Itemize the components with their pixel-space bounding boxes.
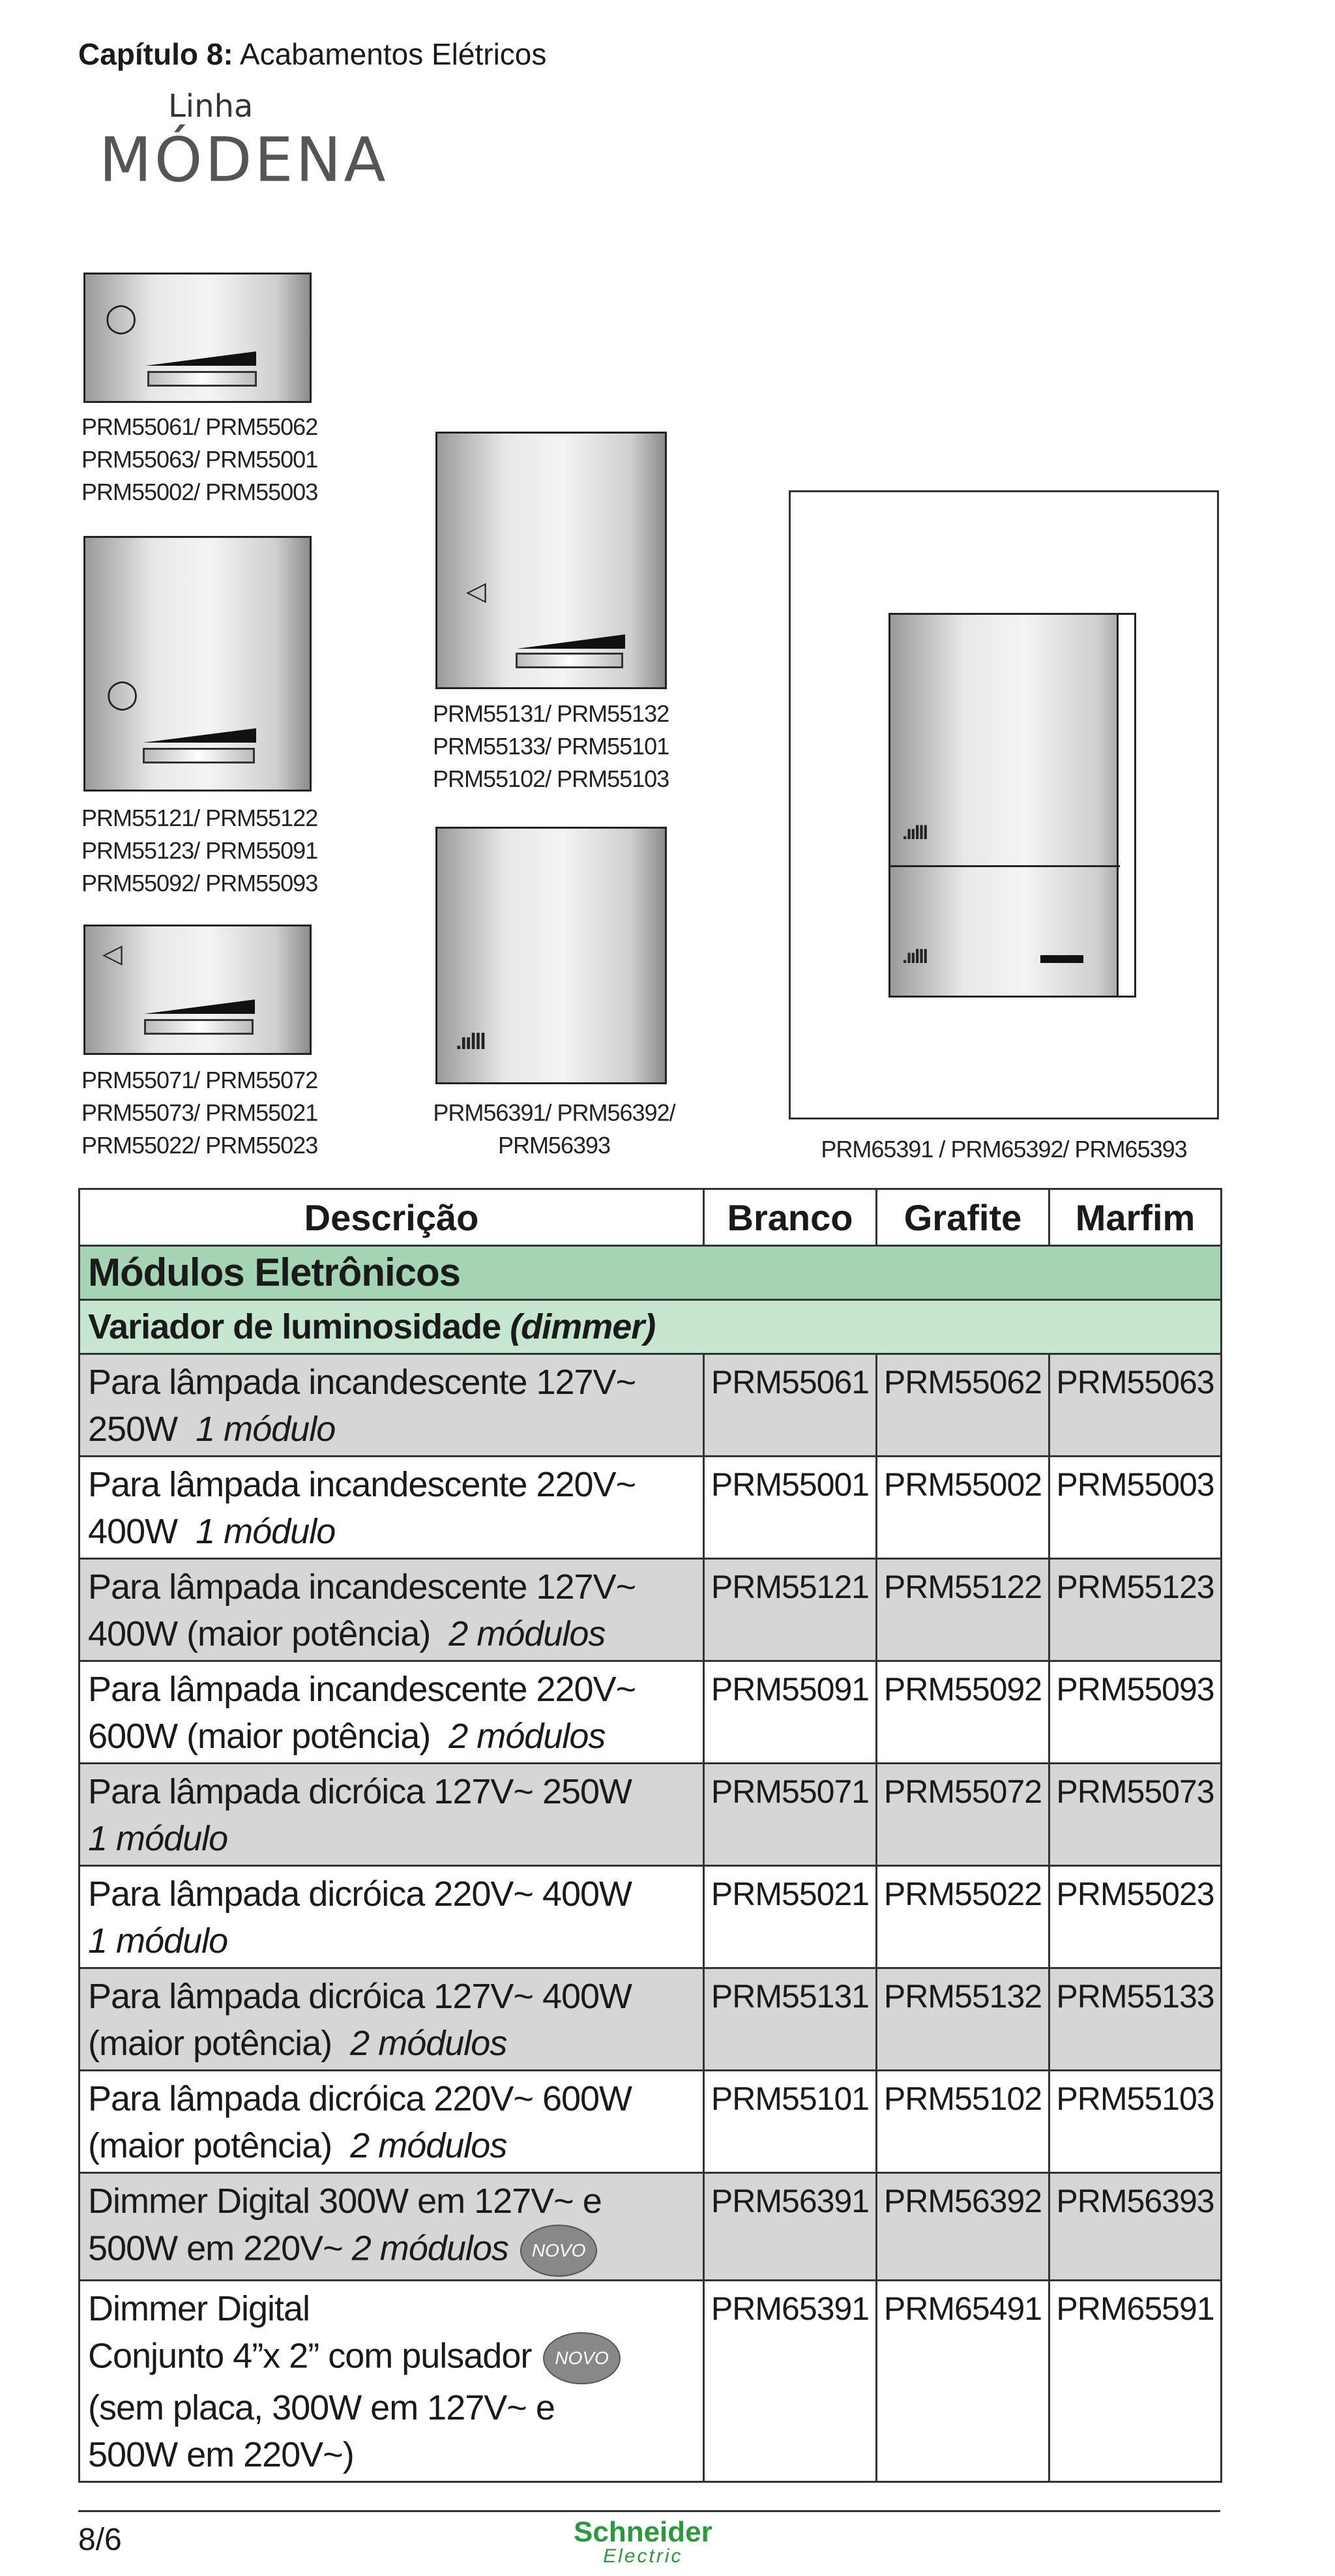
product-image-dimmer-1-module: [83, 273, 312, 403]
signal-level-icon: .ıılll: [902, 946, 928, 968]
desc-line2: 250W: [88, 1410, 178, 1449]
row-description: [80, 2071, 704, 2173]
product-image-frame-4x2-set: [789, 490, 1219, 1119]
code-branco: PRM55101: [704, 2071, 877, 2173]
product-image-digital-dimmer: [435, 827, 667, 1084]
desc-line2: 500W em 220V~: [88, 2228, 343, 2268]
level-ramp-icon: [143, 728, 256, 743]
logo-linha-text: Linha: [168, 88, 254, 125]
desc-line2: (maior potência): [88, 2126, 332, 2165]
row-description: [80, 2281, 704, 2482]
row-description: [80, 1968, 704, 2071]
dichroic-lamp-icon: ◁: [102, 940, 123, 968]
code-grafite: PRM55132: [877, 1968, 1049, 2071]
code-marfim: PRM55073: [1049, 1764, 1222, 1866]
header-branco: Branco: [704, 1189, 877, 1246]
novo-badge: NOVO: [520, 2225, 597, 2277]
code-grafite: PRM55102: [877, 2071, 1049, 2173]
table-row: [80, 1764, 1222, 1866]
page-number: 8/6: [78, 2523, 122, 2557]
code-branco: PRM65391: [704, 2281, 877, 2482]
footer-divider: [78, 2510, 1220, 2512]
product-caption-2: PRM55121/ PRM55122 PRM55123/ PRM55091 PRM55092/ PRM55093: [81, 805, 318, 896]
desc-line1: Para lâmpada incandescente 220V~: [88, 1465, 636, 1504]
desc-line2: 400W (maior potência): [88, 1614, 431, 1653]
code-branco: PRM55001: [704, 1457, 877, 1559]
logo-modena-text: MÓDENA: [99, 124, 389, 196]
table-row: [80, 1866, 1222, 1968]
desc-line1: Para lâmpada dicróica 220V~ 600W: [88, 2079, 632, 2118]
table-header-row: [80, 1189, 1222, 1246]
signal-level-icon: .ıılll: [456, 1029, 485, 1054]
slider-bar: [143, 748, 255, 763]
code-marfim: PRM55063: [1049, 1354, 1222, 1457]
schneider-electric-logo: [574, 2518, 712, 2566]
code-grafite: PRM55122: [877, 1559, 1049, 1661]
novo-badge: NOVO: [543, 2332, 620, 2384]
desc-modules: 2 módulos: [351, 2228, 508, 2268]
product-caption-4: PRM55131/ PRM55132 PRM55133/ PRM55101 PRM55102/ PRM55103: [433, 700, 669, 792]
subsection-main-text: Variador de luminosidade: [88, 1307, 501, 1346]
pulse-button-indicator: [1040, 955, 1083, 963]
row-description: [80, 1866, 704, 1968]
code-branco: PRM56391: [704, 2173, 877, 2281]
code-marfim: PRM56393: [1049, 2173, 1222, 2281]
product-image-dichroic-2-modules: [435, 432, 667, 689]
slider-bar: [516, 653, 623, 668]
dichroic-lamp-icon: ◁: [466, 577, 486, 606]
chapter-prefix: Capítulo 8:: [78, 37, 233, 71]
product-image-dimmer-2-modules: [83, 536, 312, 792]
code-branco: PRM55061: [704, 1354, 877, 1457]
chapter-heading: [78, 37, 546, 72]
section-row: [80, 1246, 1222, 1300]
level-ramp-icon: [144, 999, 255, 1014]
code-grafite: PRM55092: [877, 1661, 1049, 1764]
level-ramp-icon: [145, 351, 256, 366]
desc-line2: Conjunto 4”x 2” com pulsador: [88, 2336, 532, 2376]
code-grafite: PRM55022: [877, 1866, 1049, 1968]
subsection-row: [80, 1300, 1222, 1354]
desc-modules: 1 módulo: [196, 1410, 336, 1449]
modena-logo: [91, 88, 389, 212]
desc-line2: 600W (maior potência): [88, 1717, 431, 1756]
slider-bar: [147, 371, 257, 387]
code-marfim: PRM65591: [1049, 2281, 1222, 2482]
code-grafite: PRM55072: [877, 1764, 1049, 1866]
code-marfim: PRM55123: [1049, 1559, 1222, 1661]
subsection-italic-text: (dimmer): [510, 1307, 656, 1346]
header-grafite: Grafite: [877, 1189, 1049, 1246]
desc-line1: Dimmer Digital 300W em 127V~ e: [88, 2182, 602, 2221]
table-row: [80, 1354, 1222, 1457]
code-marfim: PRM55003: [1049, 1457, 1222, 1559]
set-outer-plate: [888, 613, 1136, 998]
desc-modules: 1 módulo: [196, 1512, 336, 1551]
code-branco: PRM55071: [704, 1764, 877, 1866]
row-description: [80, 1354, 704, 1457]
product-caption-5: PRM56391/ PRM56392/ PRM56393: [433, 1099, 675, 1159]
code-marfim: PRM55133: [1049, 1968, 1222, 2071]
bulb-icon: ◯: [106, 678, 139, 710]
header-descricao: Descrição: [80, 1189, 704, 1246]
product-caption-1: PRM55061/ PRM55062 PRM55063/ PRM55001 PRM55002/ PRM55003: [81, 413, 318, 505]
desc-line1: Para lâmpada dicróica 220V~ 400W: [88, 1874, 632, 1914]
product-caption-3: PRM55071/ PRM55072 PRM55073/ PRM55021 PRM55022/ PRM55023: [81, 1067, 318, 1159]
table-row: [80, 1457, 1222, 1559]
code-branco: PRM55121: [704, 1559, 877, 1661]
code-grafite: PRM56392: [877, 2173, 1049, 2281]
desc-modules: 1 módulo: [88, 1819, 228, 1858]
product-image-dichroic-1-module: [83, 925, 312, 1055]
code-branco: PRM55091: [704, 1661, 877, 1764]
code-branco: PRM55131: [704, 1968, 877, 2071]
desc-line3: (sem placa, 300W em 127V~ e: [88, 2388, 555, 2427]
header-marfim: Marfim: [1049, 1189, 1222, 1246]
row-description: [80, 2173, 704, 2281]
code-marfim: PRM55103: [1049, 2071, 1222, 2173]
desc-line1: Para lâmpada dicróica 127V~ 400W: [88, 1977, 632, 2016]
desc-line2: (maior potência): [88, 2024, 332, 2063]
table-row: [80, 1968, 1222, 2071]
desc-line1: Para lâmpada incandescente 127V~: [88, 1567, 636, 1606]
desc-line1: Para lâmpada incandescente 220V~: [88, 1670, 636, 1709]
signal-level-icon: .ıılll: [902, 822, 928, 844]
desc-line1: Para lâmpada incandescente 127V~: [88, 1363, 636, 1402]
desc-modules: 2 módulos: [350, 2126, 507, 2165]
row-description: [80, 1559, 704, 1661]
row-description: [80, 1764, 704, 1866]
code-grafite: PRM55062: [877, 1354, 1049, 1457]
row-description: [80, 1457, 704, 1559]
section-title: Módulos Eletrônicos: [80, 1246, 1222, 1300]
desc-line4: 500W em 220V~): [88, 2435, 354, 2474]
desc-line2: 400W: [88, 1512, 178, 1551]
code-grafite: PRM55002: [877, 1457, 1049, 1559]
brand-subname: Electric: [603, 2545, 683, 2567]
table-row: [80, 1661, 1222, 1764]
desc-line1: Dimmer Digital: [88, 2289, 310, 2328]
subsection-title: [80, 1300, 1222, 1354]
table-row: [80, 2173, 1222, 2281]
slider-bar: [144, 1019, 254, 1035]
product-caption-6: PRM65391 / PRM65392/ PRM65393: [821, 1136, 1187, 1162]
brand-name: Schneider: [574, 2516, 712, 2548]
code-marfim: PRM55093: [1049, 1661, 1222, 1764]
desc-line1: Para lâmpada dicróica 127V~ 250W: [88, 1772, 632, 1811]
desc-modules: 2 módulos: [448, 1717, 606, 1756]
desc-modules: 2 módulos: [350, 2024, 507, 2063]
code-branco: PRM55021: [704, 1866, 877, 1968]
product-table: [78, 1188, 1222, 2483]
code-grafite: PRM65491: [877, 2281, 1049, 2482]
desc-modules: 1 módulo: [88, 1921, 228, 1961]
row-description: [80, 1661, 704, 1764]
desc-modules: 2 módulos: [448, 1614, 606, 1653]
chapter-title: Acabamentos Elétricos: [239, 37, 547, 71]
level-ramp-icon: [517, 634, 625, 649]
bulb-icon: ◯: [105, 302, 138, 334]
code-marfim: PRM55023: [1049, 1866, 1222, 1968]
table-row: [80, 1559, 1222, 1661]
table-row: [80, 2071, 1222, 2173]
table-row: [80, 2281, 1222, 2482]
